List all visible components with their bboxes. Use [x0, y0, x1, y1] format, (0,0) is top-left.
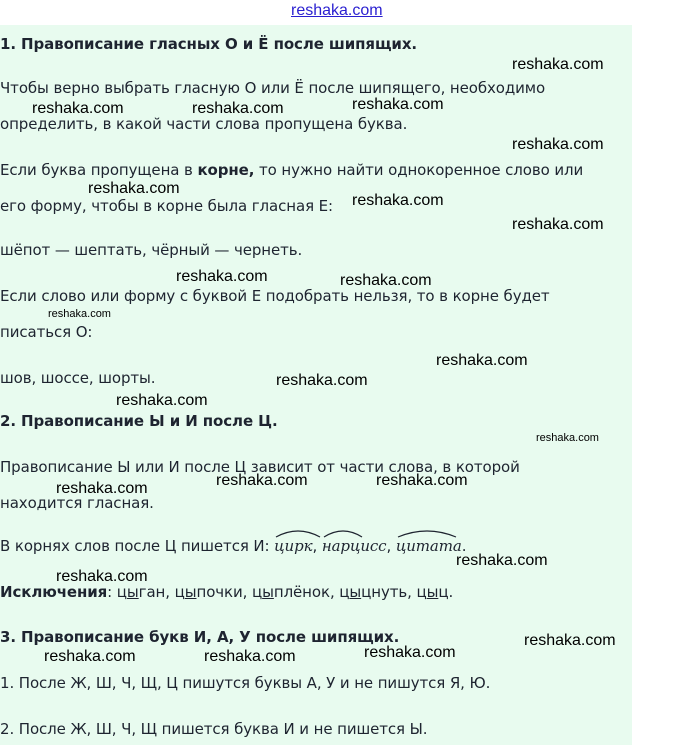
watermark: reshaka.com: [204, 648, 296, 665]
section1-heading: 1. Правописание гласных О и Ё после шипящих.: [0, 35, 418, 53]
section2-roots-line: [0, 537, 466, 555]
root-word-citata: [396, 537, 462, 555]
section1-example2: шов, шоссе, шорты.: [0, 369, 156, 387]
section1-example1: шёпот — шептать, чёрный — чернеть.: [0, 241, 303, 259]
root-word-citata-text: цитата: [395, 537, 462, 555]
root-arc-icon: [274, 528, 322, 538]
watermark: reshaka.com: [456, 552, 548, 569]
section1-p1-line2: определить, в какой части слова пропущена буква.: [0, 115, 408, 133]
watermark: reshaka.com: [176, 268, 268, 285]
section3-rule1: 1. После Ж, Ш, Ч, Щ, Ц пишутся буквы А, У и не пишутся Я, Ю.: [0, 674, 491, 692]
watermark: reshaka.com: [512, 56, 604, 73]
section1-p3-line2: писаться О:: [0, 323, 93, 341]
watermark: reshaka.com: [276, 372, 368, 389]
root-word-narcis-rest: исс: [360, 537, 387, 555]
section2-heading: 2. Правописание Ы и И после Ц.: [0, 412, 278, 430]
watermark: reshaka.com: [48, 308, 111, 320]
section1-p2-line2: его форму, чтобы в корне была гласная Е:: [0, 197, 333, 215]
section1-p2-line1: [0, 161, 583, 179]
watermark: reshaka.com: [340, 272, 432, 289]
watermark: reshaka.com: [376, 472, 468, 489]
watermark: reshaka.com: [512, 216, 604, 233]
root-word-narcis: [322, 537, 387, 555]
exception-word: цыплёнок,: [251, 583, 340, 601]
section1-p2-bold-root: корне,: [197, 161, 255, 179]
section1-p2-text-c: то нужно найти однокоренное слово или: [254, 161, 584, 179]
section1-p3-line1: Если слово или форму с буквой Е подобрать нельзя, то в корне будет: [0, 287, 550, 305]
site-link[interactable]: reshaka.com: [291, 2, 383, 19]
watermark: reshaka.com: [32, 100, 124, 117]
root-word-cirk: [274, 537, 312, 555]
root-word-narcis-root: нарц: [321, 537, 361, 555]
root-arc-icon: [396, 528, 458, 538]
watermark: reshaka.com: [44, 648, 136, 665]
section1-p1-line1: Чтобы верно выбрать гласную О или Ё после шипящего, необходимо: [0, 79, 546, 97]
watermark: reshaka.com: [364, 644, 456, 661]
root-sep-3: .: [461, 537, 467, 555]
site-header: [0, 0, 680, 24]
watermark: reshaka.com: [216, 472, 308, 489]
watermark: reshaka.com: [192, 100, 284, 117]
root-word-cirk-text: цирк: [274, 537, 313, 555]
watermark: reshaka.com: [116, 392, 208, 409]
watermark: reshaka.com: [352, 96, 444, 113]
root-arc-icon: [322, 528, 364, 538]
section2-p1-line1: Правописание Ы или И после Ц зависит от части слова, в которой: [0, 458, 520, 476]
section2-roots-prefix: В корнях слов после Ц пишется И:: [0, 537, 275, 555]
watermark: reshaka.com: [536, 432, 599, 444]
exceptions-label: Исключения: [0, 583, 108, 601]
root-sep-1: ,: [312, 537, 322, 555]
exception-word: цыцнуть,: [339, 583, 417, 601]
section3-rule2: 2. После Ж, Ш, Ч, Щ пишется буква И и не пишется Ы.: [0, 720, 428, 738]
exception-word: цыц.: [416, 583, 454, 601]
exceptions-colon: :: [107, 583, 117, 601]
watermark: reshaka.com: [512, 136, 604, 153]
watermark: reshaka.com: [436, 352, 528, 369]
section1-p2-text-a: Если буква пропущена в: [0, 161, 198, 179]
watermark: reshaka.com: [56, 568, 148, 585]
watermark: reshaka.com: [56, 480, 148, 497]
exception-word: цыпочки,: [174, 583, 252, 601]
section2-p1-line2: находится гласная.: [0, 494, 154, 512]
section3-heading: 3. Правописание букв И, А, У после шипящих.: [0, 628, 400, 646]
watermark: reshaka.com: [352, 192, 444, 209]
exception-word: цыган,: [116, 583, 175, 601]
watermark: reshaka.com: [88, 180, 180, 197]
root-sep-2: ,: [386, 537, 396, 555]
watermark: reshaka.com: [524, 632, 616, 649]
